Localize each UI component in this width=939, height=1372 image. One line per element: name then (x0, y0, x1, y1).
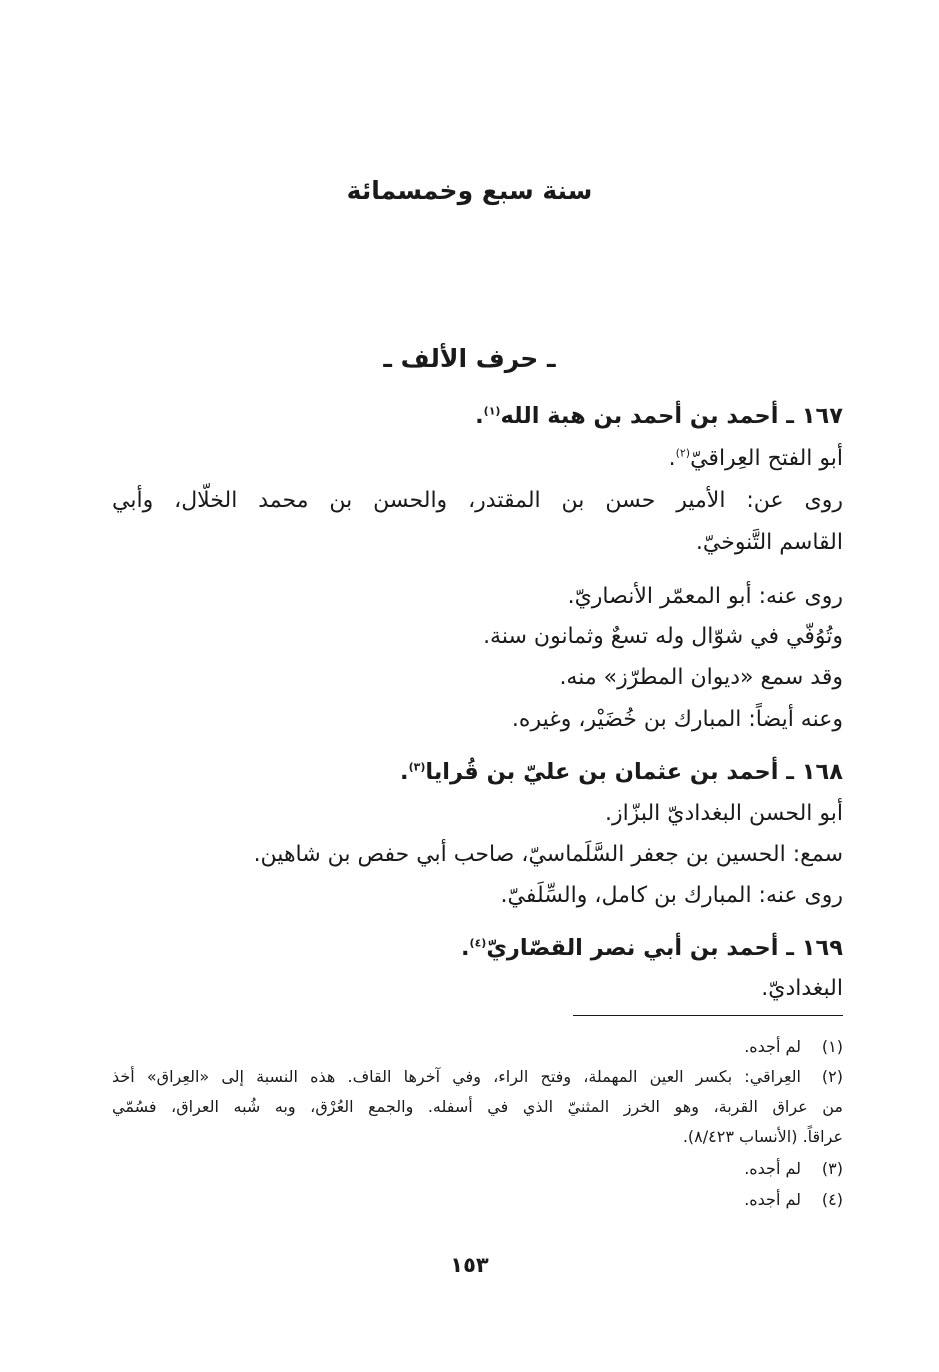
entry-168-heard: سمع: الحسين بن جعفر السَّلَماسيّ، صاحب أبي حفص بن شاهين. (253, 842, 843, 867)
entry-168-kunya: أبو الحسن البغداديّ البزّاز. (604, 801, 843, 826)
footnote-2-line1 (112, 1063, 843, 1091)
entry-169-nisba: البغداديّ. (761, 976, 843, 1001)
footnote-2-line3: عراقاً. (الأنساب ٨/٤٢٣). (682, 1127, 843, 1146)
entry-168-heading (400, 755, 843, 789)
entry-169-heading (461, 931, 843, 965)
footnote-3-text: لم أجده. (744, 1159, 801, 1178)
footnote-1 (744, 1033, 843, 1061)
footnote-ref-1: (١) (483, 404, 501, 418)
entry-167-heard: وقد سمع «ديوان المطرّز» منه. (559, 665, 843, 690)
entry-168-narrated-by: روى عنه: المبارك بن كامل، والسِّلَفيّ. (500, 883, 843, 908)
footnote-4 (744, 1186, 843, 1214)
entry-167-heading (475, 399, 843, 433)
footnote-2-number: (٢) (821, 1067, 843, 1086)
year-title: سنة سبع وخمسمائة (346, 176, 593, 205)
entry-167-kunya (669, 442, 843, 476)
footnote-ref-2: (٢) (675, 446, 691, 460)
footnote-3-number: (٣) (821, 1159, 843, 1178)
footnote-ref-3: (٣) (408, 760, 426, 774)
entry-167-kunya-end: . (668, 446, 676, 471)
entry-167-narrated-by: روى عنه: أبو المعمّر الأنصاريّ. (567, 584, 843, 609)
footnote-2-line1-text: العِراقي: بكسر العين المهملة، وفتح الراء، وفي آخرها القاف. هذه النسبة إلى «العِراق» أخذ (112, 1067, 801, 1086)
entry-167-also: وعنه أيضاً: المبارك بن خُضَيْر، وغيره. (511, 707, 843, 732)
entry-168-heading-end: . (400, 759, 409, 785)
entry-167-narrated-from-line2: القاسم التَّنوخيّ. (695, 530, 843, 555)
footnote-1-text: لم أجده. (744, 1037, 801, 1056)
footnote-4-text: لم أجده. (744, 1190, 801, 1209)
footnote-4-number: (٤) (821, 1190, 843, 1209)
footnote-1-number: (١) (821, 1037, 843, 1056)
entry-169-heading-end: . (460, 935, 470, 961)
entry-168-heading-text: ١٦٨ ـ أحمد بن عثمان بن عليّ بن قُرايا (425, 759, 843, 785)
entry-167-death: وتُوُفّي في شوّال وله تسعٌ وثمانون سنة. (483, 624, 843, 649)
footnote-separator (573, 1015, 843, 1016)
entry-169-heading-text: ١٦٩ ـ أحمد بن أبي نصر القصّاريّ (486, 935, 843, 961)
entry-167-kunya-text: أبو الفتح العِراقيّ (690, 446, 843, 471)
page-number: ١٥٣ (450, 1253, 489, 1277)
entry-167-heading-end: . (475, 403, 484, 429)
section-title: ـ حرف الألف ـ (383, 344, 556, 373)
footnote-2-line2: من عراق القربة، وهو الخرز المثنيّ الذي في أسفله. والجمع العُرْق، وبه شُبه العراق، فسُمّي (112, 1097, 843, 1116)
footnote-ref-4: (٤) (469, 936, 487, 950)
footnote-3 (744, 1155, 843, 1183)
entry-167-heading-text: ١٦٧ ـ أحمد بن أحمد بن هبة الله (500, 403, 843, 429)
entry-167-narrated-from-line1: روى عن: الأمير حسن بن المقتدر، والحسن بن محمد الخلّال، وأبي (112, 488, 843, 513)
